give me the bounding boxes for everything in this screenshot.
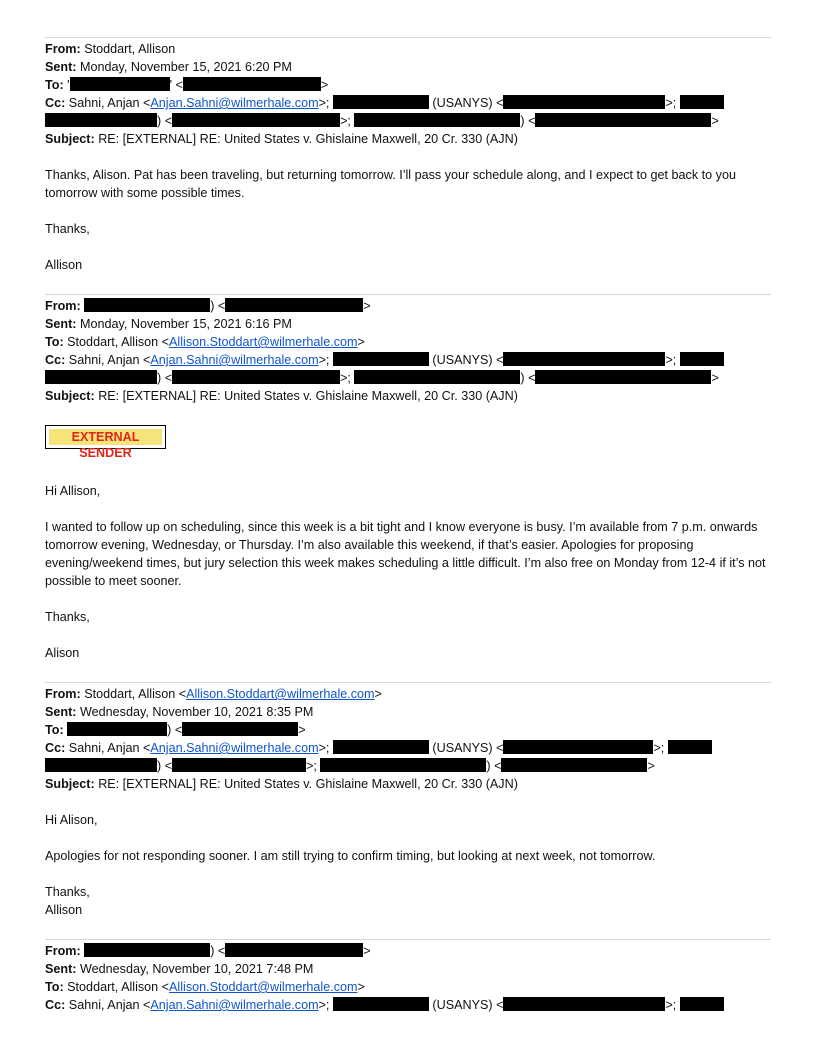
email-2-cc-line: [45, 351, 771, 369]
email-4-from-line: [45, 942, 771, 960]
separator-rule: [45, 682, 771, 683]
from-name: Stoddart, Allison <: [84, 687, 187, 701]
punct: >: [711, 114, 719, 128]
cc-name: Sahni, Anjan <: [68, 741, 151, 755]
email-2-to-line: [45, 333, 771, 351]
sent-label: Sent:: [45, 705, 77, 719]
subject-text: RE: [EXTERNAL] RE: United States v. Ghislaine Maxwell, 20 Cr. 330 (AJN): [98, 389, 518, 403]
punct: >;: [653, 741, 668, 755]
punct: >;: [318, 353, 333, 367]
redaction-block: [535, 370, 711, 384]
body-closing: Thanks,: [45, 610, 90, 624]
redaction-block: [535, 113, 711, 127]
sent-date: Wednesday, November 10, 2021 8:35 PM: [79, 705, 314, 719]
email-3-cc-line: [45, 739, 771, 757]
email-link[interactable]: Anjan.Sahni@wilmerhale.com: [150, 96, 319, 110]
email-link[interactable]: Anjan.Sahni@wilmerhale.com: [150, 998, 319, 1012]
body-signature: Allison: [45, 903, 83, 917]
redaction-block: [67, 722, 167, 736]
body-signature: Alison: [45, 646, 80, 660]
subject-label: Subject:: [45, 777, 95, 791]
sent-label: Sent:: [45, 60, 77, 74]
email-link[interactable]: Allison.Stoddart@wilmerhale.com: [169, 335, 358, 349]
redaction-block: [333, 740, 429, 754]
redaction-block: [503, 352, 665, 366]
redaction-block: [70, 77, 170, 91]
punct: ) <: [157, 759, 173, 773]
punct: >;: [340, 114, 355, 128]
email-2-from-line: [45, 297, 771, 315]
redaction-block: [45, 370, 157, 384]
body-closing: Thanks,: [45, 885, 90, 899]
sent-label: Sent:: [45, 962, 77, 976]
body-paragraph: Thanks, Alison. Pat has been traveling, but returning tomorrow. I’ll pass your schedule along, and I expect to get back to you tomorrow with some possible times.: [45, 168, 736, 200]
punct: >;: [665, 96, 680, 110]
punct: ) <: [520, 114, 536, 128]
punct: >: [363, 299, 371, 313]
org-tag: (USANYS) <: [428, 741, 504, 755]
redaction-block: [503, 740, 653, 754]
from-label: From:: [45, 299, 81, 313]
redaction-block: [333, 997, 429, 1011]
separator-rule: [45, 37, 771, 38]
email-2-sent-line: [45, 315, 771, 333]
redaction-block: [503, 95, 665, 109]
cc-label: Cc:: [45, 741, 66, 755]
email-1-to-line: [45, 76, 771, 94]
punct: ) <: [210, 299, 226, 313]
email-2-subject-line: [45, 387, 771, 405]
cc-name: Sahni, Anjan <: [68, 353, 151, 367]
sent-date: Monday, November 15, 2021 6:20 PM: [79, 60, 292, 74]
email-3-from-line: [45, 685, 771, 703]
punct: ) <: [486, 759, 502, 773]
punct: >: [320, 78, 329, 92]
email-4-to-line: [45, 978, 771, 996]
redaction-block: [668, 740, 712, 754]
punct: >;: [306, 759, 321, 773]
redaction-block: [84, 298, 210, 312]
redaction-block: [45, 758, 157, 772]
punct: ) <: [167, 723, 183, 737]
punct: >: [374, 687, 382, 701]
email-link[interactable]: Allison.Stoddart@wilmerhale.com: [186, 687, 375, 701]
punct: >: [711, 371, 719, 385]
email-4-cc-line: [45, 996, 771, 1014]
body-greeting: Hi Allison,: [45, 484, 101, 498]
subject-label: Subject:: [45, 389, 95, 403]
redaction-block: [225, 298, 363, 312]
body-closing: Thanks,: [45, 222, 90, 236]
body-greeting: Hi Alison,: [45, 813, 98, 827]
redaction-block: [680, 352, 724, 366]
to-label: To:: [45, 723, 64, 737]
redaction-block: [320, 758, 486, 772]
org-tag: (USANYS) <: [428, 353, 504, 367]
redaction-block: [172, 113, 340, 127]
cc-label: Cc:: [45, 96, 66, 110]
from-label: From:: [45, 944, 81, 958]
email-1-from-line: [45, 40, 771, 58]
body-signature: Allison: [45, 258, 83, 272]
email-link[interactable]: Anjan.Sahni@wilmerhale.com: [150, 353, 319, 367]
email-link[interactable]: Allison.Stoddart@wilmerhale.com: [169, 980, 358, 994]
redaction-block: [172, 758, 306, 772]
punct: >;: [318, 741, 333, 755]
to-label: To:: [45, 980, 64, 994]
body-paragraph: I wanted to follow up on scheduling, since this week is a bit tight and I know everyone is busy. I’m available from 7 p.m. onwards tomorrow evening, Wednesday, or Thursday. I’m also available this weekend, if that’s easier. Apologies for proposing evening/weekend times, but jury selection this week makes scheduling a little difficult. I’m also free on Monday from 12-4 if it’s not possible to meet sooner.: [45, 520, 766, 588]
punct: ) <: [157, 371, 173, 385]
redaction-block: [333, 352, 429, 366]
cc-name: Sahni, Anjan <: [68, 998, 151, 1012]
redaction-block: [84, 943, 210, 957]
redaction-block: [354, 113, 520, 127]
punct: >: [363, 944, 371, 958]
email-1-subject-line: [45, 130, 771, 148]
redaction-block: [503, 997, 665, 1011]
from-label: From:: [45, 42, 81, 56]
email-1-cc-line-2: [45, 112, 771, 130]
email-3-sent-line: [45, 703, 771, 721]
body-paragraph: Apologies for not responding sooner. I am still trying to confirm timing, but looking at next week, not tomorrow.: [45, 849, 656, 863]
sent-date: Wednesday, November 10, 2021 7:48 PM: [79, 962, 314, 976]
subject-text: RE: [EXTERNAL] RE: United States v. Ghislaine Maxwell, 20 Cr. 330 (AJN): [98, 132, 518, 146]
email-1-sent-line: [45, 58, 771, 76]
punct: >: [298, 723, 306, 737]
punct: ) <: [157, 114, 173, 128]
external-sender-badge: [45, 425, 166, 460]
email-3-cc-line-2: [45, 757, 771, 775]
org-tag: (USANYS) <: [428, 96, 504, 110]
redaction-block: [680, 997, 724, 1011]
sent-date: Monday, November 15, 2021 6:16 PM: [79, 317, 292, 331]
email-3-subject-line: [45, 775, 771, 793]
email-2-cc-line-2: [45, 369, 771, 387]
redaction-block: [680, 95, 724, 109]
punct: >;: [665, 998, 680, 1012]
sent-label: Sent:: [45, 317, 77, 331]
punct: ' <: [169, 78, 183, 92]
email-1-cc-line: [45, 94, 771, 112]
punct: >: [357, 980, 365, 994]
separator-rule: [45, 939, 771, 940]
separator-rule: [45, 294, 771, 295]
redaction-block: [354, 370, 520, 384]
redaction-block: [183, 77, 321, 91]
punct: >;: [318, 96, 333, 110]
redaction-block: [333, 95, 429, 109]
email-3-to-line: [45, 721, 771, 739]
from-label: From:: [45, 687, 81, 701]
subject-text: RE: [EXTERNAL] RE: United States v. Ghislaine Maxwell, 20 Cr. 330 (AJN): [98, 777, 518, 791]
to-name: Stoddart, Allison <: [67, 335, 170, 349]
punct: >;: [318, 998, 333, 1012]
redaction-block: [45, 113, 157, 127]
punct: >;: [340, 371, 355, 385]
to-label: To:: [45, 78, 64, 92]
org-tag: (USANYS) <: [428, 998, 504, 1012]
email-link[interactable]: Anjan.Sahni@wilmerhale.com: [150, 741, 319, 755]
email-4-sent-line: [45, 960, 771, 978]
external-sender-label: EXTERNAL SENDER: [49, 429, 162, 445]
to-name: Stoddart, Allison <: [67, 980, 170, 994]
punct: >: [357, 335, 365, 349]
redaction-block: [225, 943, 363, 957]
subject-label: Subject:: [45, 132, 95, 146]
cc-label: Cc:: [45, 353, 66, 367]
punct: ) <: [210, 944, 226, 958]
redaction-block: [501, 758, 647, 772]
punct: >;: [665, 353, 680, 367]
cc-name: Sahni, Anjan <: [68, 96, 151, 110]
punct: ': [67, 78, 70, 92]
to-label: To:: [45, 335, 64, 349]
redaction-block: [172, 370, 340, 384]
redaction-block: [182, 722, 298, 736]
cc-label: Cc:: [45, 998, 66, 1012]
from-name: Stoddart, Allison: [84, 42, 176, 56]
punct: >: [647, 759, 655, 773]
punct: ) <: [520, 371, 536, 385]
